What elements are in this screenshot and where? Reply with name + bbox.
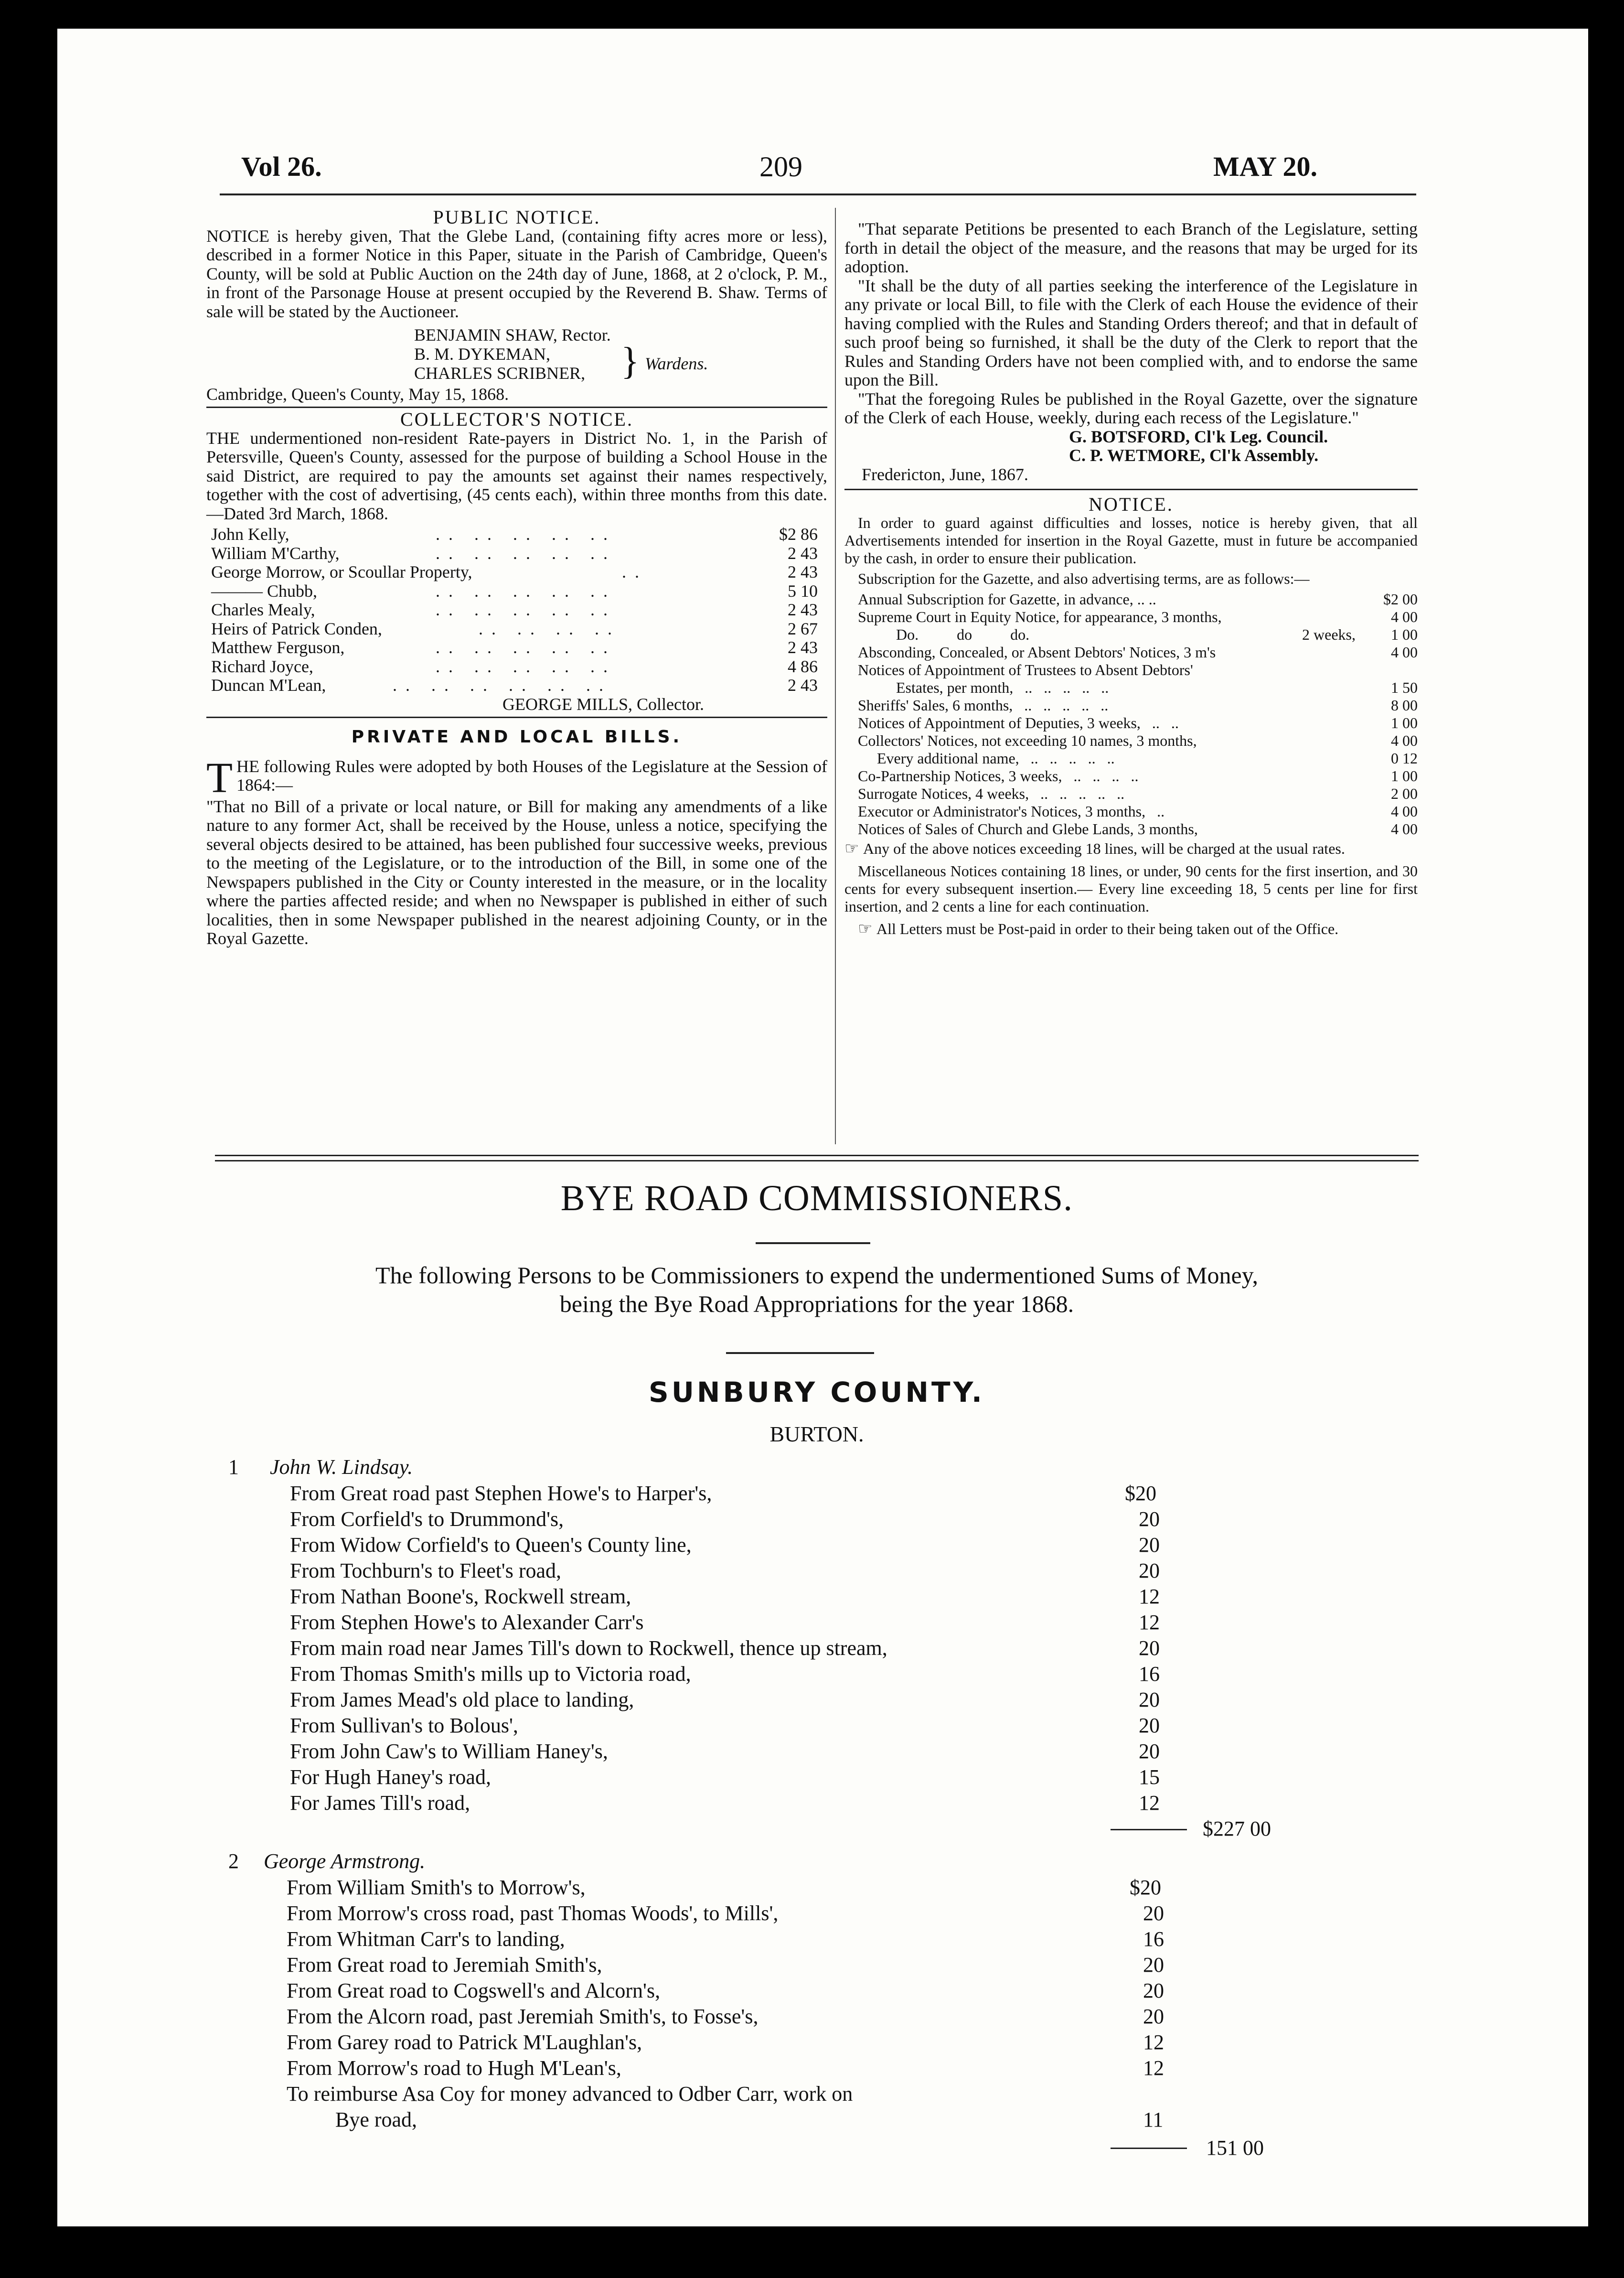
fee-row: Notices of Appointment of Trustees to Absent Debtors' — [858, 661, 1193, 678]
notice-paragraph: Miscellaneous Notices containing 18 lines, or under, 90 cents for the first insertion, and 30 cents for every subsequent insertion.— Every line exceeding 18, 5 cents per line for first insertion, and 2 cents a line for each continuation. — [844, 862, 1418, 915]
pointing-hand-icon: ☞ — [844, 839, 863, 858]
warden-name: CHARLES SCRIBNER, — [414, 363, 586, 383]
road-amount: $20 — [1125, 1482, 1156, 1505]
total-rule — [1111, 2148, 1187, 2149]
public-notice-body: NOTICE is hereby given, That the Glebe Land, (containing fifty acres more or less), described in a former Notice in this Paper, situate in the Parish of Cambridge, Queen's County, will be sold at Public Auction on the 24th day of June, 1868, at 2 o'clock, P. M., in front of the Parsonage House at present occupied by the Reverend B. Shaw. Terms of sale will be stated by the Auctioneer. — [206, 226, 827, 321]
divider — [206, 407, 827, 408]
road-item: Bye road, — [335, 2108, 417, 2131]
road-amount: 12 — [1139, 1585, 1160, 1608]
private-bills-rule: "That separate Petitions be presented to each Branch of the Legislature, setting forth in detail the object of the measure, and the reasons that may be urged for its adoption. — [844, 219, 1418, 276]
private-bills-title: PRIVATE AND LOCAL BILLS. — [351, 727, 683, 747]
fee-row: Annual Subscription for Gazette, in advance, .. .. $2 00 — [858, 590, 1418, 608]
wardens-block — [206, 340, 827, 385]
road-item: From Sullivan's to Bolous', — [290, 1714, 518, 1737]
road-item: From Nathan Boone's, Rockwell stream, — [290, 1585, 631, 1608]
private-bills-rule: "It shall be the duty of all parties seeking the interference of the Legislature in any private or local Bill, to file with the Clerk of each House the evidence of their having complied with the Rules and Standing Orders thereof; and that in default of such proof being so furnished, it shall be the duty of the Clerk to report that the Rules and Standing Orders have not been complied with, and to endorse the same upon the Bill. — [844, 276, 1418, 389]
bye-road-title: BYE ROAD COMMISSIONERS. — [560, 1178, 1073, 1218]
road-item: From William Smith's to Morrow's, — [287, 1876, 586, 1899]
public-notice-place-date: Cambridge, Queen's County, May 15, 1868. — [206, 384, 509, 404]
road-amount: 20 — [1139, 1559, 1160, 1582]
road-amount: 20 — [1143, 2005, 1164, 2028]
road-amount: 20 — [1143, 1953, 1164, 1977]
road-item: From Corfield's to Drummond's, — [290, 1507, 564, 1531]
road-amount: 16 — [1139, 1662, 1160, 1686]
road-amount: 11 — [1143, 2108, 1164, 2131]
commissioner-name: John W. Lindsay. — [270, 1455, 413, 1479]
divider — [844, 489, 1418, 490]
public-notice-title: PUBLIC NOTICE. — [433, 206, 601, 228]
short-rule — [726, 1352, 874, 1354]
commissioner-total: 151 00 — [1206, 2136, 1264, 2160]
fee-row: Surrogate Notices, 4 weeks, .. .. .. .. .. 2 00 — [858, 784, 1418, 802]
private-bills-intro: THE following Rules were adopted by both Houses of the Legislature at the Session of 1864:— — [206, 754, 827, 802]
fee-schedule — [844, 591, 1418, 838]
parish-heading: BURTON. — [769, 1422, 864, 1446]
road-amount: 20 — [1143, 1979, 1164, 2002]
road-item: From Morrow's cross road, past Thomas Woods', to Mills', — [287, 1902, 779, 1925]
fee-row: Notices of Appointment of Deputies, 3 weeks, .. .. 1 00 — [858, 714, 1418, 731]
notice-title: NOTICE. — [1089, 494, 1174, 515]
road-item: For James Till's road, — [290, 1791, 470, 1815]
ratepayer-row: John Kelly, .. .. .. .. .. $2 86 — [211, 525, 818, 544]
fee-row: Every additional name, .. .. .. .. .. 0 12 — [858, 749, 1418, 767]
road-item: From main road near James Till's down to Rockwell, thence up stream, — [290, 1636, 887, 1660]
left-column — [206, 208, 827, 948]
private-bills-place-date: Fredericton, June, 1867. — [862, 464, 1028, 484]
road-amount: 20 — [1139, 1688, 1160, 1711]
short-rule — [756, 1242, 870, 1244]
collector-signature: GEORGE MILLS, Collector. — [502, 694, 704, 714]
warden-name: B. M. DYKEMAN, — [414, 344, 551, 364]
divider — [206, 717, 827, 718]
road-item: From Great road past Stephen Howe's to Harper's, — [290, 1482, 712, 1505]
road-item: From Great road to Cogswell's and Alcorn's, — [287, 1979, 661, 2002]
volume-number: Vol 26. — [241, 151, 322, 182]
ratepayer-row: Matthew Ferguson, .. .. .. .. .. 2 43 — [211, 638, 818, 657]
road-item: From Tochburn's to Fleet's road, — [290, 1559, 562, 1582]
commissioner-total: $227 00 — [1203, 1817, 1271, 1840]
fee-row: Do. do do. 2 weeks, 1 00 — [858, 625, 1418, 643]
county-heading: SUNBURY COUNTY. — [649, 1376, 985, 1408]
ratepayer-row: Richard Joyce, .. .. .. .. .. 4 86 — [211, 656, 818, 676]
issue-date: MAY 20. — [1213, 151, 1318, 182]
rector-signature: BENJAMIN SHAW, Rector. — [414, 325, 611, 344]
commissioner-number: 2 — [228, 1849, 239, 1873]
road-item: From Morrow's road to Hugh M'Lean's, — [287, 2056, 621, 2080]
fee-row: Collectors' Notices, not exceeding 10 names, 3 months, 4 00 — [858, 731, 1418, 749]
fee-row: Notices of Sales of Church and Glebe Lands, 3 months, 4 00 — [858, 820, 1418, 838]
road-amount: 12 — [1139, 1791, 1160, 1815]
road-amount: 20 — [1143, 1902, 1164, 1925]
fee-row: Estates, per month, .. .. .. .. .. 1 50 — [858, 678, 1418, 696]
road-amount: 15 — [1139, 1765, 1160, 1789]
ratepayer-row: William M'Carthy, .. .. .. .. .. 2 43 — [211, 543, 818, 563]
page-number: 209 — [759, 151, 802, 183]
road-amount: 20 — [1139, 1533, 1160, 1557]
brace: } — [621, 340, 640, 382]
fee-row: Absconding, Concealed, or Absent Debtors' Notices, 3 m's 4 00 — [858, 643, 1418, 661]
fee-row: Supreme Court in Equity Notice, for appearance, 3 months, 4 00 — [858, 608, 1418, 625]
ratepayer-row: George Morrow, or Scoullar Property, .. 2 43 — [211, 562, 818, 581]
commissioner-name: George Armstrong. — [264, 1849, 426, 1873]
gazette-page — [57, 29, 1588, 2226]
fee-row: Executor or Administrator's Notices, 3 months, .. 4 00 — [858, 802, 1418, 820]
road-amount: 20 — [1139, 1507, 1160, 1531]
ratepayer-row: ——— Chubb, .. .. .. .. .. 5 10 — [211, 581, 818, 601]
road-amount: 20 — [1139, 1636, 1160, 1660]
road-item: From Great road to Jeremiah Smith's, — [287, 1953, 602, 1977]
fee-row: Co-Partnership Notices, 3 weeks, .. .. .. .. 1 00 — [858, 767, 1418, 784]
road-amount: $20 — [1130, 1876, 1161, 1899]
road-item: From Whitman Carr's to landing, — [287, 1927, 565, 1951]
total-rule — [1111, 1829, 1187, 1830]
road-item: From Thomas Smith's mills up to Victoria road, — [290, 1662, 691, 1686]
commissioner-number: 1 — [228, 1455, 239, 1479]
notice-paragraph: ☞ Any of the above notices exceeding 18 lines, will be charged at the usual rates. — [844, 839, 1345, 858]
road-item: To reimburse Asa Coy for money advanced to Odber Carr, work on — [287, 2082, 853, 2106]
road-item: From the Alcorn road, past Jeremiah Smith's, to Fosse's, — [287, 2005, 759, 2028]
road-item: From John Caw's to William Haney's, — [290, 1740, 608, 1763]
road-item: From Stephen Howe's to Alexander Carr's — [290, 1611, 644, 1634]
collector-notice-body: THE undermentioned non-resident Rate-payers in District No. 1, in the Parish of Petersville, Queen's County, assessed for the purpose of building a School House in the said District, are required to pay the amounts set against their names respectively, together with the cost of advertising, (45 cents each), within three months from this date.—Dated 3rd March, 1868. — [206, 428, 827, 523]
wardens-label: Wardens. — [645, 354, 708, 373]
road-item: From Garey road to Patrick M'Laughlan's, — [287, 2031, 642, 2054]
road-amount: 16 — [1143, 1927, 1164, 1951]
ratepayer-row: Charles Mealy, .. .. .. .. .. 2 43 — [211, 600, 818, 619]
road-item: For Hugh Haney's road, — [290, 1765, 491, 1789]
collector-notice-title: COLLECTOR'S NOTICE. — [400, 408, 633, 430]
notice-paragraph: ☞ All Letters must be Post-paid in order to their being taken out of the Office. — [858, 920, 1339, 938]
clerk-signature: G. BOTSFORD, Cl'k Leg. Council. — [1069, 427, 1328, 446]
notice-paragraph: In order to guard against difficulties and losses, notice is hereby given, that all Advertisements intended for insertion in the Royal Gazette, must in future be accompanied by the cash, in order to ensure their publication. — [844, 514, 1418, 567]
bye-road-subtitle: The following Persons to be Commissioners to expend the undermentioned Sums of Money, — [375, 1262, 1258, 1289]
double-rule-top — [215, 1155, 1419, 1156]
pointing-hand-icon: ☞ — [858, 920, 876, 938]
bye-road-subtitle: being the Bye Road Appropriations for the year 1868. — [559, 1290, 1074, 1317]
private-bills-rule: "That the foregoing Rules be published in the Royal Gazette, over the signature of the Clerk of each House, weekly, during each recess of the Legislature." — [844, 389, 1418, 427]
road-amount: 12 — [1143, 2056, 1164, 2080]
road-item: From James Mead's old place to landing, — [290, 1688, 634, 1711]
road-amount: 20 — [1139, 1740, 1160, 1763]
double-rule-bottom — [215, 1160, 1419, 1161]
private-bills-rule: "That no Bill of a private or local nature, or Bill for making any amendments of a like nature to any former Act, shall be received by the House, unless a notice, specifying the several objects desired to be attained, has been published four successive weeks, previous to the meeting of the Legislature, or to the introduction of the Bill, in some one of the Newspapers published in the City or County interested in the measure, or in the locality where the parties affected reside; and when no Newspaper is published in either of such localities, then in some Newspaper published in the nearest adjoining County, or in the Royal Gazette. — [206, 796, 827, 948]
ratepayer-list — [211, 525, 827, 695]
road-amount: 12 — [1139, 1611, 1160, 1634]
notice-paragraph: Subscription for the Gazette, and also advertising terms, are as follows:— — [858, 570, 1310, 587]
column-separator — [835, 208, 836, 1144]
ratepayer-row: Duncan M'Lean, .. .. .. .. .. .. 2 43 — [211, 676, 818, 695]
road-amount: 12 — [1143, 2031, 1164, 2054]
road-item: From Widow Corfield's to Queen's County line, — [290, 1533, 692, 1557]
drop-cap: T — [206, 754, 233, 802]
road-amount: 20 — [1139, 1714, 1160, 1737]
header-rule — [220, 193, 1416, 195]
ratepayer-row: Heirs of Patrick Conden, .. .. .. .. 2 67 — [211, 619, 818, 638]
right-column — [844, 220, 1418, 938]
fee-row: Sheriffs' Sales, 6 months, .. .. .. .. .. 8 00 — [858, 696, 1418, 714]
clerk-signature: C. P. WETMORE, Cl'k Assembly. — [1069, 446, 1319, 465]
